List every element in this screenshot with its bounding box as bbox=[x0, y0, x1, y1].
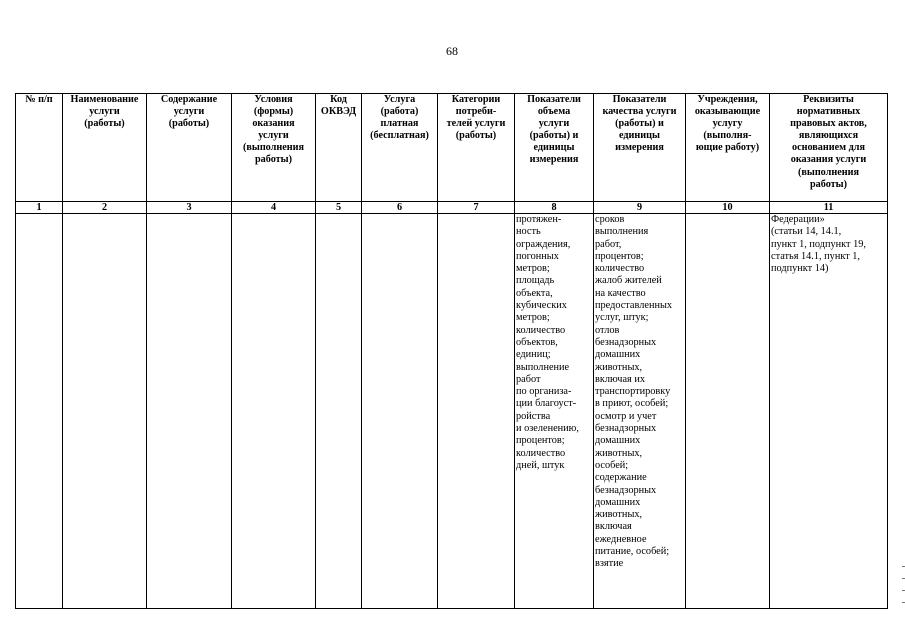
table-header-row bbox=[16, 94, 888, 202]
column-number: 4 bbox=[232, 202, 316, 214]
header-label: Показатели качества услуги (работы) и единицы измерения bbox=[602, 94, 677, 154]
header-cell-volume-indicators bbox=[515, 94, 594, 202]
cell-paid-free bbox=[362, 214, 438, 609]
cell-quality-indicators bbox=[594, 214, 686, 609]
header-label: Содержание услуги (работы) bbox=[160, 94, 218, 130]
header-cell-quality-indicators bbox=[594, 94, 686, 202]
header-cell-conditions bbox=[232, 94, 316, 202]
services-table bbox=[15, 93, 888, 609]
cell-service-content bbox=[147, 214, 232, 609]
table-row bbox=[16, 214, 888, 609]
header-cell-consumer-categories bbox=[438, 94, 515, 202]
cell-text: Федерации» (статьи 14, 14.1, пункт 1, подпункт 19, статья 14.1, пункт 1, подпункт 14) bbox=[771, 214, 866, 275]
header-cell-service-name bbox=[63, 94, 147, 202]
header-label: Показатели объема услуги (работы) и единицы измерения bbox=[527, 94, 581, 166]
cell-conditions bbox=[232, 214, 316, 609]
cell-consumer-categories bbox=[438, 214, 515, 609]
header-label: Условия (формы) оказания услуги (выполнения работы) bbox=[242, 94, 305, 166]
cell-legal-acts bbox=[770, 214, 888, 609]
header-cell-institutions bbox=[686, 94, 770, 202]
column-number: 1 bbox=[16, 202, 63, 214]
column-number: 5 bbox=[316, 202, 362, 214]
column-number: 11 bbox=[770, 202, 888, 214]
cell-service-name bbox=[63, 214, 147, 609]
cell-text: протяжен- ность ограждения, погонных метров; площадь объекта, кубических метров; количество объектов, единиц; выполнение работ по организа- ции благоуст- ройства и озеленению, процентов; количество дней, штук bbox=[516, 214, 579, 471]
column-number: 2 bbox=[63, 202, 147, 214]
column-number: 10 bbox=[686, 202, 770, 214]
header-cell-number bbox=[16, 94, 63, 202]
header-cell-okved-code bbox=[316, 94, 362, 202]
header-cell-paid-free bbox=[362, 94, 438, 202]
column-number: 8 bbox=[515, 202, 594, 214]
header-cell-legal-acts bbox=[770, 94, 888, 202]
cell-okved-code bbox=[316, 214, 362, 609]
column-number: 9 bbox=[594, 202, 686, 214]
cell-number bbox=[16, 214, 63, 609]
column-number: 7 bbox=[438, 202, 515, 214]
header-label: Код ОКВЭД bbox=[320, 94, 357, 118]
cell-institutions bbox=[686, 214, 770, 609]
page-number: 68 bbox=[446, 44, 458, 58]
header-cell-service-content bbox=[147, 94, 232, 202]
header-label: Наименование услуги (работы) bbox=[70, 94, 139, 130]
cell-volume-indicators bbox=[515, 214, 594, 609]
cell-text: сроков выполнения работ, процентов; количество жалоб жителей на качество предоставленных услуг, штук; отлов безнадзорных домашних животных, включая их транспортировку в приют, особей; осмотр и учет безнадзорных домашних животных, особей; содержание безнадзорных домашних животных, включая ежедневное питание, особей; взятие bbox=[595, 214, 673, 570]
column-number-row bbox=[16, 202, 888, 214]
column-number: 6 bbox=[362, 202, 438, 214]
column-number: 3 bbox=[147, 202, 232, 214]
header-label: Категории потреби- телей услуги (работы) bbox=[446, 94, 506, 142]
header-label: Учреждения, оказывающие услугу (выполня- ющие работу) bbox=[694, 94, 761, 154]
header-label: Услуга (работа) платная (бесплатная) bbox=[370, 94, 429, 142]
header-label: № п/п bbox=[25, 94, 53, 105]
header-label: Реквизиты нормативных правовых актов, являющихся основанием для оказания услуги (выполнения работы) bbox=[790, 94, 867, 190]
